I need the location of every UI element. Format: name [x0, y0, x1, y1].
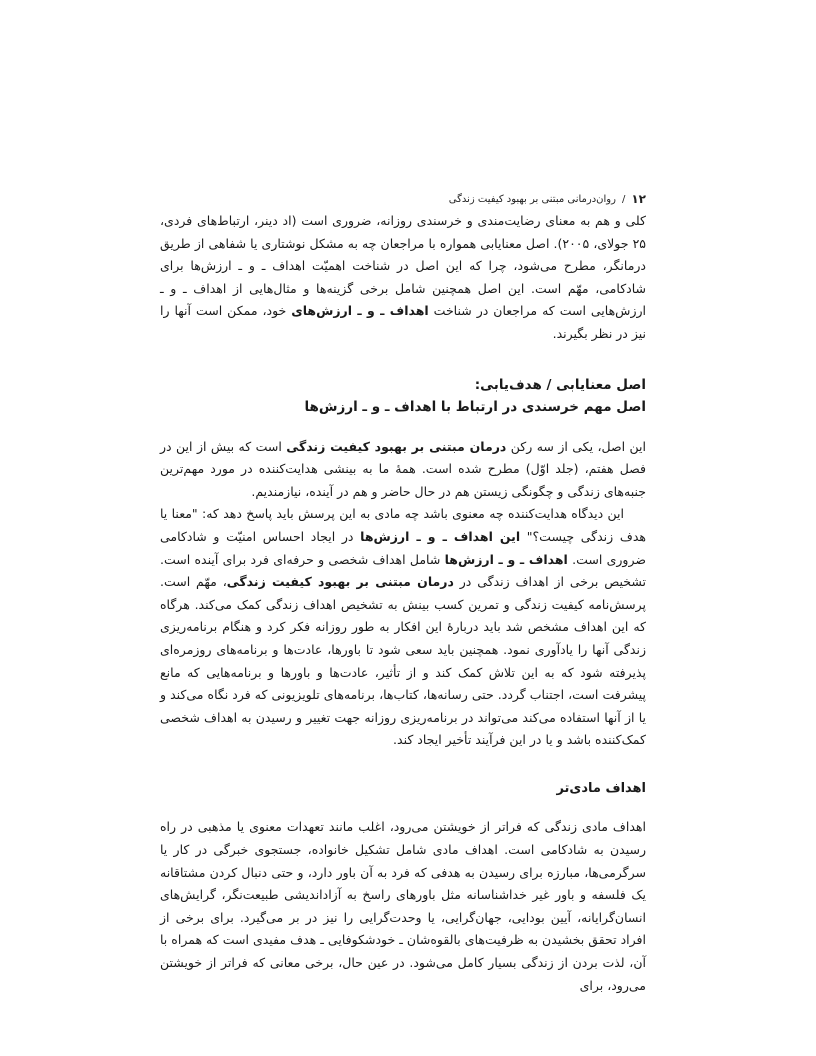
- subsection-heading: اهداف مادی‌تر: [556, 780, 646, 796]
- page-number: ۱۲: [631, 192, 646, 206]
- paragraph-4: [160, 816, 646, 997]
- paragraph-2-text-b: است که بیش از این در فصل هفتم، (جلد اوّل) مطرح شده است. همهٔ ما به بینشی هدایت‌کننده در مورد مهم‌ترین جنبه‌های زندگی و چگونگی زیستن هم در حال حاضر و هم در آینده، نیازمندیم.: [160, 438, 646, 499]
- paragraph-2-bold-a: درمان مبتنی بر بهبود کیفیت زندگی: [286, 438, 507, 454]
- paragraph-3-text-d: ، مهّم است. پرسش‌نامه کیفیت زندگی و تمرین کسب بینش به تشخیص اهداف زندگی کمک می‌کند. هرگاه که این اهداف مشخص شد باید دربارهٔ این افکار به طور روزانه فکر کرد و هنگام برنامه‌ریزی زندگی آنها را یادآوری نمود. همچنین باید سعی شود تا باورها، عادت‌ها و برنامه‌های روزمره‌ای پذیرفته شود که به این تلاش کمک کند و از تأثیر، عادت‌ها و باورها و برنامه‌هایی که مانع پیشرفت است، اجتناب گردد. حتی رسانه‌ها، کتاب‌ها، برنامه‌های تلویزیونی که فرد نگاه می‌کند و یا از آنها استفاده می‌کند می‌تواند در برنامه‌ریزی روزانه جهت تغییر و رسیدن به اهداف شخصی کمک‌کننده باشد و یا در این فرآیند تأخیر ایجاد کند.: [160, 574, 646, 748]
- running-header: [160, 190, 646, 208]
- page-body: [160, 210, 646, 997]
- paragraph-3-text-c: شامل اهداف شخصی و حرفه‌ای فرد برای آینده است. تشخیص برخی از اهداف زندگی در: [160, 551, 647, 590]
- running-title: روان‌درمانی مبتنی بر بهبود کیفیت زندگی: [448, 193, 616, 205]
- paragraph-3-text-b: در ایجاد احساس امنیّت و شادکامی ضروری است.: [160, 528, 646, 567]
- section-heading-line-1: اصل معنایابی / هدف‌یابی:: [474, 376, 646, 393]
- paragraph-1-text-a: کلی و هم به معنای رضایت‌مندی و خرسندی روزانه، ضروری است (اد دینر، ارتباط‌های فردی، ۲۵ جولای، ۲۰۰۵). اصل معنایابی همواره با مراجعان چه به مشکل نوشتاری یا شفاهی از طریق درمانگر، مطرح می‌شود، چرا که این اصل در شناخت اهمیّت اهداف ـ و ـ ارزش‌ها برای شادکامی، مهّم است. این اصل همچنین شامل برخی گزینه‌ها و مثال‌هایی از اهداف ـ و ـ ارزش‌هایی است که مراجعان در شناخت: [160, 213, 646, 319]
- paragraph-3-bold-c: درمان مبتنی بر بهبود کیفیت زندگی: [226, 574, 454, 590]
- paragraph-3-bold-b: اهداف ـ و ـ ارزش‌ها: [444, 551, 568, 567]
- paragraph-2: [160, 436, 646, 504]
- paragraph-1: [160, 210, 646, 346]
- paragraph-1-bold-a: اهداف ـ و ـ ارزش‌های: [291, 303, 429, 319]
- paragraph-3-text-a: این دیدگاه هدایت‌کننده چه معنوی باشد چه مادی به این پرسش باید پاسخ دهد که: "معنا یا هدف زندگی چیست؟": [160, 506, 646, 544]
- section-heading-line-2: اصل مهم خرسندی در ارتباط با اهداف ـ و ـ ارزش‌ها: [304, 398, 646, 415]
- paragraph-3: [160, 503, 646, 752]
- paragraph-2-text-a: این اصل، یکی از سه رکن: [506, 438, 647, 454]
- header-separator: /: [621, 193, 626, 205]
- paragraph-4-text: اهداف مادی زندگی که فراتر از خویشتن می‌رود، اغلب مانند تعهدات معنوی یا مذهبی در راه رسیدن به شادکامی است. اهداف مادی شامل تشکیل خانواده، جستجوی خبرگی در کار یا سرگرمی‌ها، مبارزه برای رسیدن به هدفی که فرد به آن باور دارد، و حتی دنبال کردن مشتاقانه یک فلسفه و باور غیر خداشناسانه مثل باورهای راسخ به آزاداندیشی طبیعت‌نگر، گرایش‌های انسان‌گرایانه، آیین بودایی، جهان‌گرایی، یا وحدت‌گرایی را نیز در بر می‌گیرد. برای برخی از افراد تحقق بخشیدن به ظرفیت‌های بالقوه‌شان ـ خودشکوفایی ـ هدف مفیدی است که همراه با آن، لذت بردن از زندگی بسیار کامل می‌شود. در عین حال، برخی معانی که فراتر از خویشتن می‌رود، برای: [160, 819, 646, 993]
- section-heading: [160, 374, 646, 418]
- paragraph-3-bold-a: این اهداف ـ و ـ ارزش‌ها: [360, 528, 521, 544]
- paragraph-1-text-b: خود، ممکن است آنها را نیز در نظر بگیرند.: [160, 303, 646, 341]
